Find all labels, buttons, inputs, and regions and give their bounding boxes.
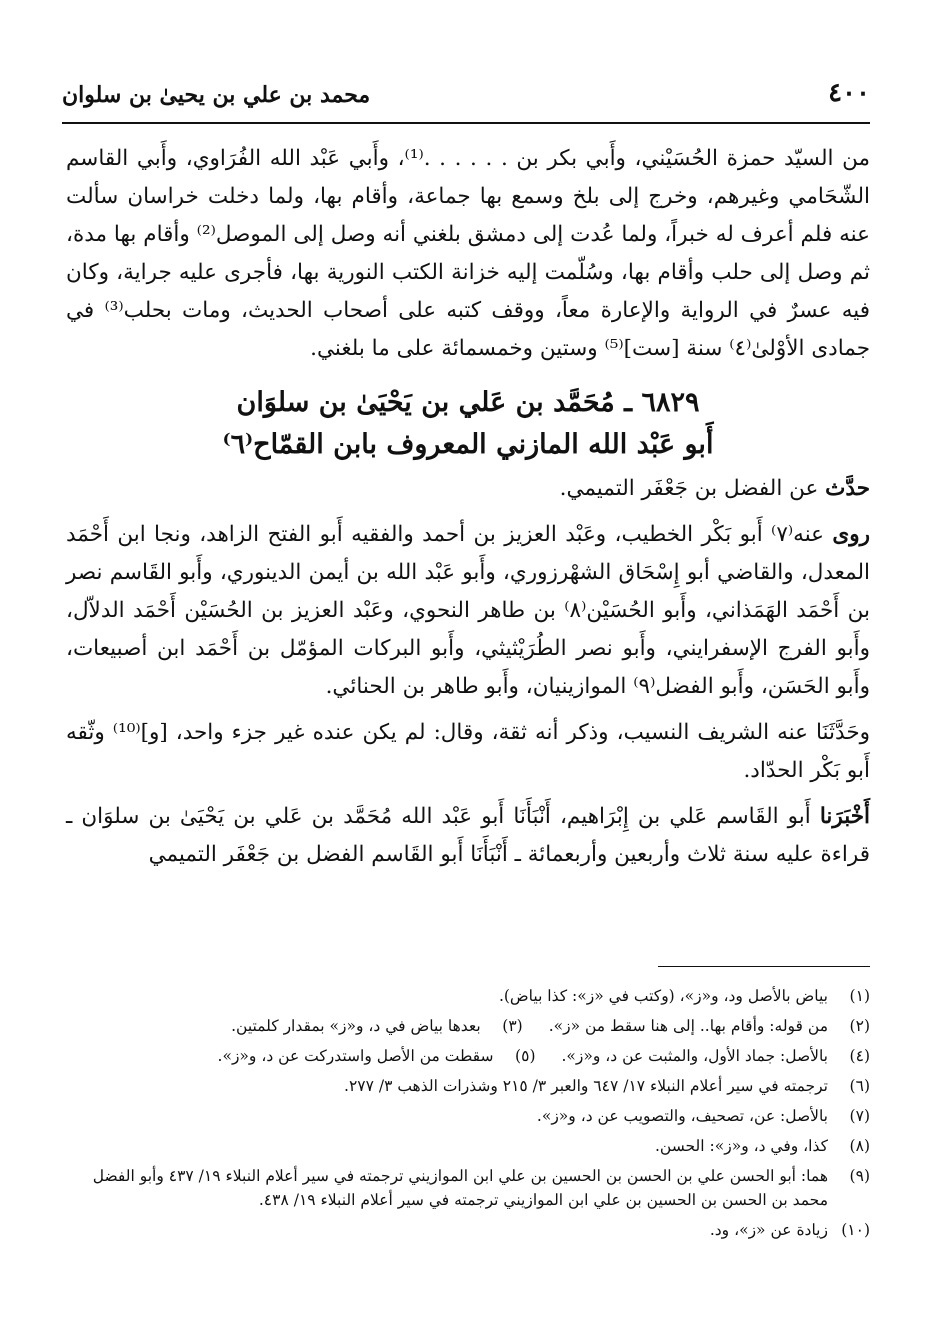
footnote-text: ترجمته في سير أعلام النبلاء ١٧/ ٦٤٧ والعبر ٣/ ٢١٥ وشذرات الذهب ٣/ ٢٧٧. xyxy=(344,1077,828,1096)
paragraph-text: عنه⁽٧⁾ أَبو بَكْر الخطيب، وعَبْد العزيز بن أحمد والفقيه أَبو الفتح الزاهد، ونجا ابن أَحْمَد المعدل، والقاضي أبو إِسْحَاق الشهْرزوري، وأَبو عَبْد الله بن أيمن الدينوري، وأَبو القَاسم نصر بن أَحْمَد الهَمَذاني، وأَبو الحُسَيْن⁽٨⁾ بن طاهر النحوي، وعَبْد العزيز بن الحُسَيْن أَحْمَد الدلاّل، وأَبو الفرج الإسفرايني، وأَبو نصر الطُرَيْثيثي، وأَبو البركات المؤمّل بن أَحْمَد ابن أصبيعات، وأَبو الحَسَن، وأَبو الفضل⁽٩⁾ الموازينيان، وأَبو طاهر بن الحنائي. xyxy=(66,522,870,700)
footnote-rule xyxy=(658,966,870,967)
footnote-number: (١) xyxy=(849,987,870,1005)
footnotes xyxy=(62,984,870,1248)
main-text xyxy=(66,140,870,874)
footnote-text: من قوله: وأقام بها.. إلى هنا سقط من «ز». xyxy=(548,1017,828,1036)
footnote-text: بالأصل: عن، تصحيف، والتصويب عن د، و«ز». xyxy=(536,1107,828,1126)
footnote-text: بالأصل: جماد الأول، والمثبت عن د، و«ز». xyxy=(561,1047,828,1066)
footnote-number: (٥) xyxy=(515,1047,536,1066)
footnote-number: (٦) xyxy=(849,1077,870,1096)
footnote-text: سقطت من الأصل واستدركت عن د، و«ز». xyxy=(217,1047,494,1066)
entry-subtitle: أَبو عَبْد الله المازني المعروف بابن القمّاح⁽٦⁾ xyxy=(222,429,714,461)
paragraph-haddath xyxy=(66,470,870,508)
footnote-text: بياض بالأصل ود، و«ز»، (وكتب في «ز»: كذا بياض). xyxy=(498,987,828,1005)
paragraph-akhbarana xyxy=(66,798,870,874)
footnote xyxy=(62,1164,870,1212)
paragraph-rawa xyxy=(66,516,870,706)
footnote xyxy=(231,1014,523,1038)
footnote-text: هما: أبو الحسن علي بن الحسن بن الحسين بن علي ابن الموازيني ترجمته في سير أعلام النبلاء ١٩/ ٤٣٧ وأبو الفضل محمد بن الحسن بن الحسين بن علي ابن الموازيني ترجمته في سير أعلام النبلاء ١٩/ ٤٣٨. xyxy=(92,1167,828,1210)
paragraph-lead-word: حدَّث xyxy=(825,475,870,501)
footnote xyxy=(62,1074,870,1098)
footnote-number: (٨) xyxy=(849,1137,870,1156)
footnote-number: (١٠) xyxy=(841,1221,870,1240)
footnote-text: زيادة عن «ز»، ود. xyxy=(709,1221,828,1240)
footnote-number: (٣) xyxy=(502,1017,523,1036)
footnote-row xyxy=(62,1044,870,1068)
header-rule xyxy=(62,122,870,124)
page-number: ٤٠٠ xyxy=(828,78,870,108)
footnote-text: كذا، وفي د، و«ز»: الحسن. xyxy=(655,1137,828,1156)
footnote-number: (٤) xyxy=(849,1047,870,1066)
footnote xyxy=(549,1014,870,1038)
running-head: محمد بن علي بن يحيىٰ بن سلوان xyxy=(62,82,371,108)
footnote-number: (٩) xyxy=(849,1167,870,1186)
footnote xyxy=(62,984,870,1008)
footnote-text: بعدها بياض في د، و«ز» بمقدار كلمتين. xyxy=(231,1017,481,1036)
footnote xyxy=(562,1044,871,1068)
entry-heading xyxy=(66,382,870,466)
footnote-number: (٢) xyxy=(849,1017,870,1036)
page-header xyxy=(62,78,870,122)
footnote xyxy=(62,1104,870,1128)
footnote xyxy=(218,1044,536,1068)
footnote-row xyxy=(62,1014,870,1038)
footnote xyxy=(62,1134,870,1158)
paragraph-lead-word: روى xyxy=(832,522,870,548)
entry-title: ٦٨٢٩ ـ مُحَمَّد بن عَلي بن يَحْيَىٰ بن سلوَان xyxy=(236,387,700,419)
paragraph-lead-word: أَخْبَرَنا xyxy=(819,804,870,830)
footnote-number: (٧) xyxy=(849,1107,870,1126)
paragraph-continuation: من السيّد حمزة الحُسَيْني، وأَبي بكر بن . . . . . .⁽¹⁾، وأَبي عَبْد الله الفُرَاوي، وأَبي القاسم الشّحَامي وغيرهم، وخرج إلى بلخ وسمع بها جماعة، وأقام بها، ولما دخلت خراسان سألت عنه فلم أعرف له خبراً، ولما عُدت إلى دمشق بلغني أنه وصل إلى الموصل⁽²⁾ وأقام بها مدة، ثم وصل إلى حلب وأقام بها، وسُلّمت إليه خزانة الكتب النورية بها، فأجرى عليه جراية، وكان فيه عسرٌ في الرواية والإعارة معاً، ووقف كتبه على أصحاب الحديث، ومات بحلب⁽³⁾ في جمادى الأوْلىٰ⁽٤⁾ سنة [ست]⁽⁵⁾ وستين وخمسمائة على ما بلغني. xyxy=(66,146,870,362)
paragraph-haddathana: وحَدَّثَنَا عنه الشريف النسيب، وذكر أنه ثقة، وقال: لم يكن عنده غير جزء واحد، [و]⁽¹⁰⁾ وثّقه أَبو بَكْر الحدّاد. xyxy=(66,720,870,784)
paragraph-text: أَبو القَاسم عَلي بن إِبْرَاهيم، أَنْبَأَنَا أَبو عَبْد الله مُحَمَّد بن عَلي بن يَحْيَىٰ بن سلوَان ـ قراءة عليه سنة ثلاث وأربعين وأربعمائة ـ أَنْبَأَنَا أَبو القَاسم الفضل بن جَعْفَر التميمي xyxy=(66,804,870,868)
footnote xyxy=(62,1218,870,1242)
paragraph-text: عن الفضل بن جَعْفَر التميمي. xyxy=(559,475,826,501)
